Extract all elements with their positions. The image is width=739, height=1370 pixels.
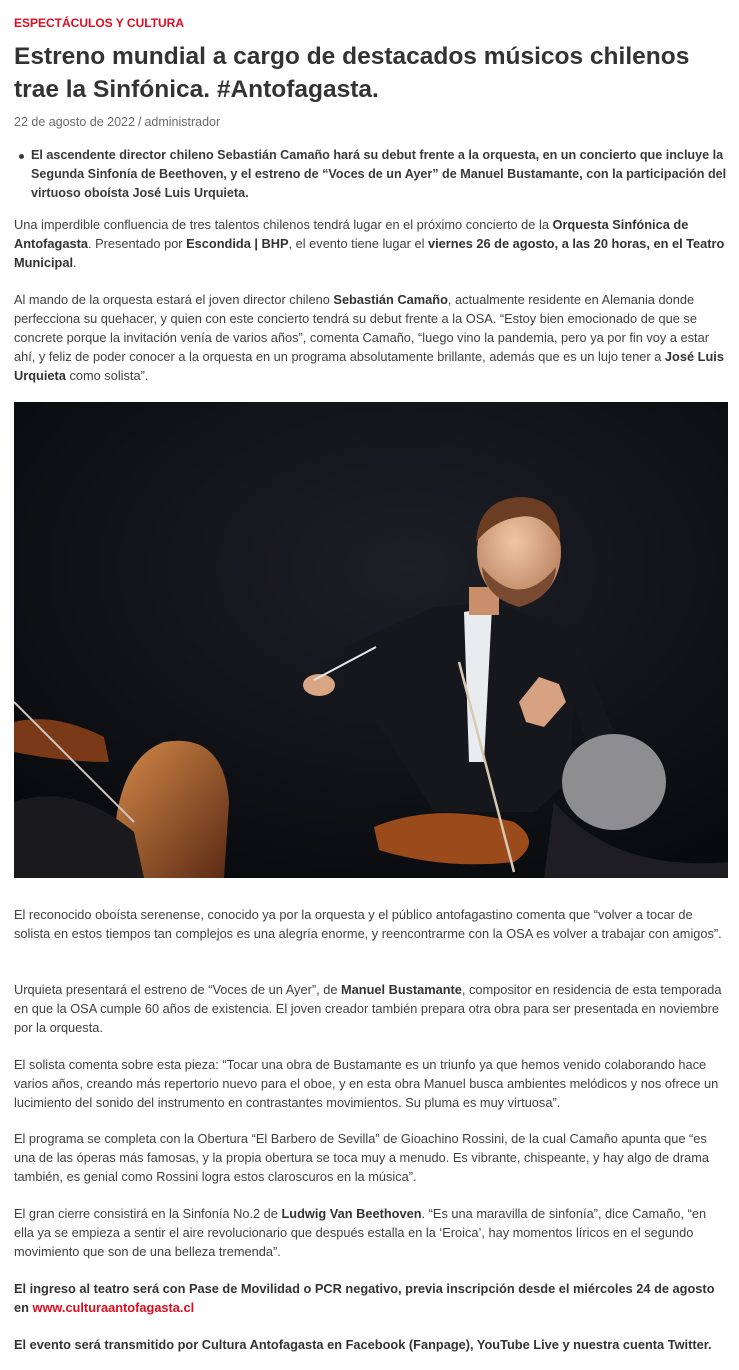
post-author[interactable]: administrador <box>144 115 221 129</box>
text: como solista”. <box>65 368 149 383</box>
text: . <box>73 255 77 270</box>
text: , actualmente residente en Alemania donde perfecciona su quehacer, y quien con este concierto tendrá su debut frente a la OSA. “Estoy bien emocionado de que se concrete porque la invitación venía de varios años”, comenta Camaño, “luego vino la pandemia, pero ya por fin voy a estar ahí, y feliz de poder conocer a la orquesta en un programa absolutamente brillante, además que es un lujo tener a <box>14 292 709 364</box>
article-title: Estreno mundial a cargo de destacados músicos chilenos trae la Sinfónica. #Antofagasta. <box>14 43 690 103</box>
summary-text: El ascendente director chileno Sebastián Camaño hará su debut frente a la orquesta, en un concierto que incluye la Segunda Sinfonía de Beethoven, y el estreno de “Voces de un Ayer” de Manuel Bustamante, con la participación del virtuoso oboísta José Luis Urquieta. <box>31 148 727 200</box>
paragraph-1 <box>14 215 728 272</box>
summary-list <box>14 146 728 203</box>
paragraph-2 <box>14 290 728 385</box>
strong-text: viernes 26 de agosto, a las 20 horas, en el Teatro Municipal <box>14 236 725 270</box>
text: . “Es una maravilla de sinfonía”, dice Camaño, “en ella ya se empieza a sentir el aire revolucionario que después estalla en la ‘Eroica’, hay momentos líricos en el segundo movimiento que son de una belleza tremenda”. <box>14 1206 707 1259</box>
paragraph-3: El reconocido oboísta serenense, conocido ya por la orquesta y el público antofagastino comenta que “volver a tocar de solista en estos tiempos tan complejos es una alegría enorme, y reencontrarme con la OSA es volver a trabajar con amigos”. <box>14 907 722 941</box>
strong-text: Escondida | BHP <box>186 236 289 251</box>
paragraph-6: El programa se completa con la Obertura “El Barbero de Sevilla” de Gioachino Rossini, de la cual Camaño apunta que “es una de las óperas más famosas, y la propia obertura se toca muy a menudo. Es vibrante, chispeante, y hay algo de drama también, es genial como Rossini logra estos claroscuros en la música”. <box>14 1131 709 1184</box>
paragraph-8 <box>14 1279 728 1317</box>
meta-separator: / <box>137 115 142 129</box>
bullet-dot <box>19 154 24 159</box>
text: Al mando de la orquesta estará el joven director chileno <box>14 292 334 307</box>
strong-text: Ludwig Van Beethoven <box>281 1206 422 1221</box>
text: Una imperdible confluencia de tres talentos chilenos tendrá lugar en el próximo concierto de la <box>14 217 553 232</box>
conductor-photo <box>14 402 728 878</box>
text: Urquieta presentará el estreno de “Voces de un Ayer”, de <box>14 982 341 997</box>
post-date: 22 de agosto de 2022 <box>14 115 135 129</box>
paragraph-7 <box>14 1204 728 1261</box>
text: , el evento tiene lugar el <box>288 236 428 251</box>
strong-text: Orquesta Sinfónica de Antofagasta <box>14 217 689 251</box>
summary-item <box>14 146 728 203</box>
text: , compositor en residencia de esta temporada en que la OSA cumple 60 años de existencia. El joven creador también prepara otra obra para ser presentada en noviembre por la orquesta. <box>14 982 722 1035</box>
text: El gran cierre consistirá en la Sinfonía No.2 de <box>14 1206 282 1221</box>
strong-text: El ingreso al teatro será con Pase de Movilidad o PCR negativo, previa inscripción desde el miércoles 24 de agosto en <box>14 1281 715 1315</box>
text: . Presentado por <box>87 236 187 251</box>
category-link[interactable]: ESPECTÁCULOS Y CULTURA <box>14 16 185 30</box>
paragraph-5: El solista comenta sobre esta pieza: “Tocar una obra de Bustamante es un triunfo ya que hemos venido colaborando hace varios años, creando más repertorio nuevo para el oboe, y en esta obra Manuel busca ambientes melódicos y nos ofrece un lucimiento del sonido del instrumento en contrastantes movimientos. Su pluma es muy virtuosa”. <box>14 1057 719 1110</box>
paragraph-4 <box>14 980 728 1037</box>
strong-text: José Luis Urquieta <box>14 349 724 383</box>
paragraph-9: El evento será transmitido por Cultura Antofagasta en Facebook (Fanpage), YouTube Live y nuestra cuenta Twitter. <box>14 1337 712 1352</box>
article-meta <box>14 115 220 129</box>
strong-text: Manuel Bustamante <box>341 982 462 997</box>
culture-site-link[interactable]: www.culturaantofagasta.cl <box>32 1300 195 1315</box>
strong-text: Sebastián Camaño <box>333 292 448 307</box>
